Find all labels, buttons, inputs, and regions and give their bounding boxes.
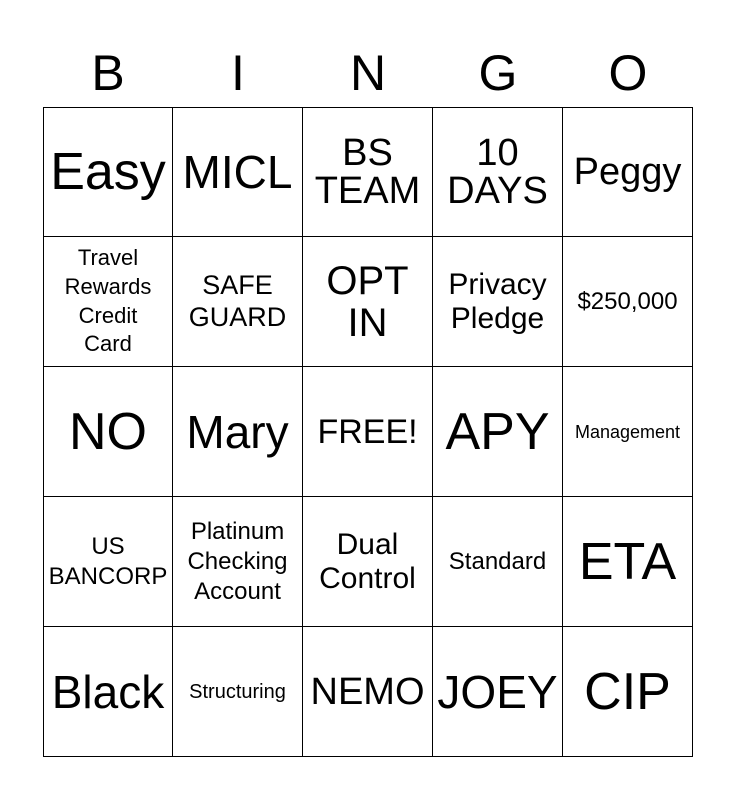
bingo-cell[interactable]: FREE! (303, 367, 433, 497)
bingo-cell[interactable]: Management (563, 367, 693, 497)
bingo-cell[interactable]: ETA (563, 497, 693, 627)
bingo-cell[interactable]: NEMO (303, 627, 433, 757)
bingo-cell[interactable]: Platinum Checking Account (173, 497, 303, 627)
bingo-grid (43, 107, 693, 757)
bingo-cell[interactable]: JOEY (433, 627, 563, 757)
bingo-cell[interactable]: Dual Control (303, 497, 433, 627)
bingo-cell[interactable]: OPT IN (303, 237, 433, 367)
header-letter-b: B (91, 45, 125, 101)
header-letter-i: I (231, 45, 245, 101)
bingo-cell[interactable]: BS TEAM (303, 107, 433, 237)
bingo-cell[interactable]: Privacy Pledge (433, 237, 563, 367)
bingo-cell[interactable]: SAFE GUARD (173, 237, 303, 367)
bingo-cell[interactable]: Mary (173, 367, 303, 497)
bingo-cell[interactable]: Easy (43, 107, 173, 237)
header-letter-g: G (478, 45, 518, 101)
bingo-cell[interactable]: Travel Rewards Credit Card (43, 237, 173, 367)
bingo-cell[interactable]: Standard (433, 497, 563, 627)
bingo-cell[interactable]: Peggy (563, 107, 693, 237)
bingo-cell[interactable]: CIP (563, 627, 693, 757)
header-letter-n: N (349, 45, 387, 101)
bingo-cell[interactable]: Black (43, 627, 173, 757)
bingo-cell[interactable]: 10 DAYS (433, 107, 563, 237)
bingo-cell[interactable]: Structuring (173, 627, 303, 757)
bingo-cell[interactable]: APY (433, 367, 563, 497)
bingo-cell[interactable]: $250,000 (563, 237, 693, 367)
bingo-cell[interactable]: NO (43, 367, 173, 497)
header-letter-o: O (608, 45, 648, 101)
bingo-cell[interactable]: MICL (173, 107, 303, 237)
bingo-header (43, 40, 693, 106)
bingo-cell[interactable]: US BANCORP (43, 497, 173, 627)
